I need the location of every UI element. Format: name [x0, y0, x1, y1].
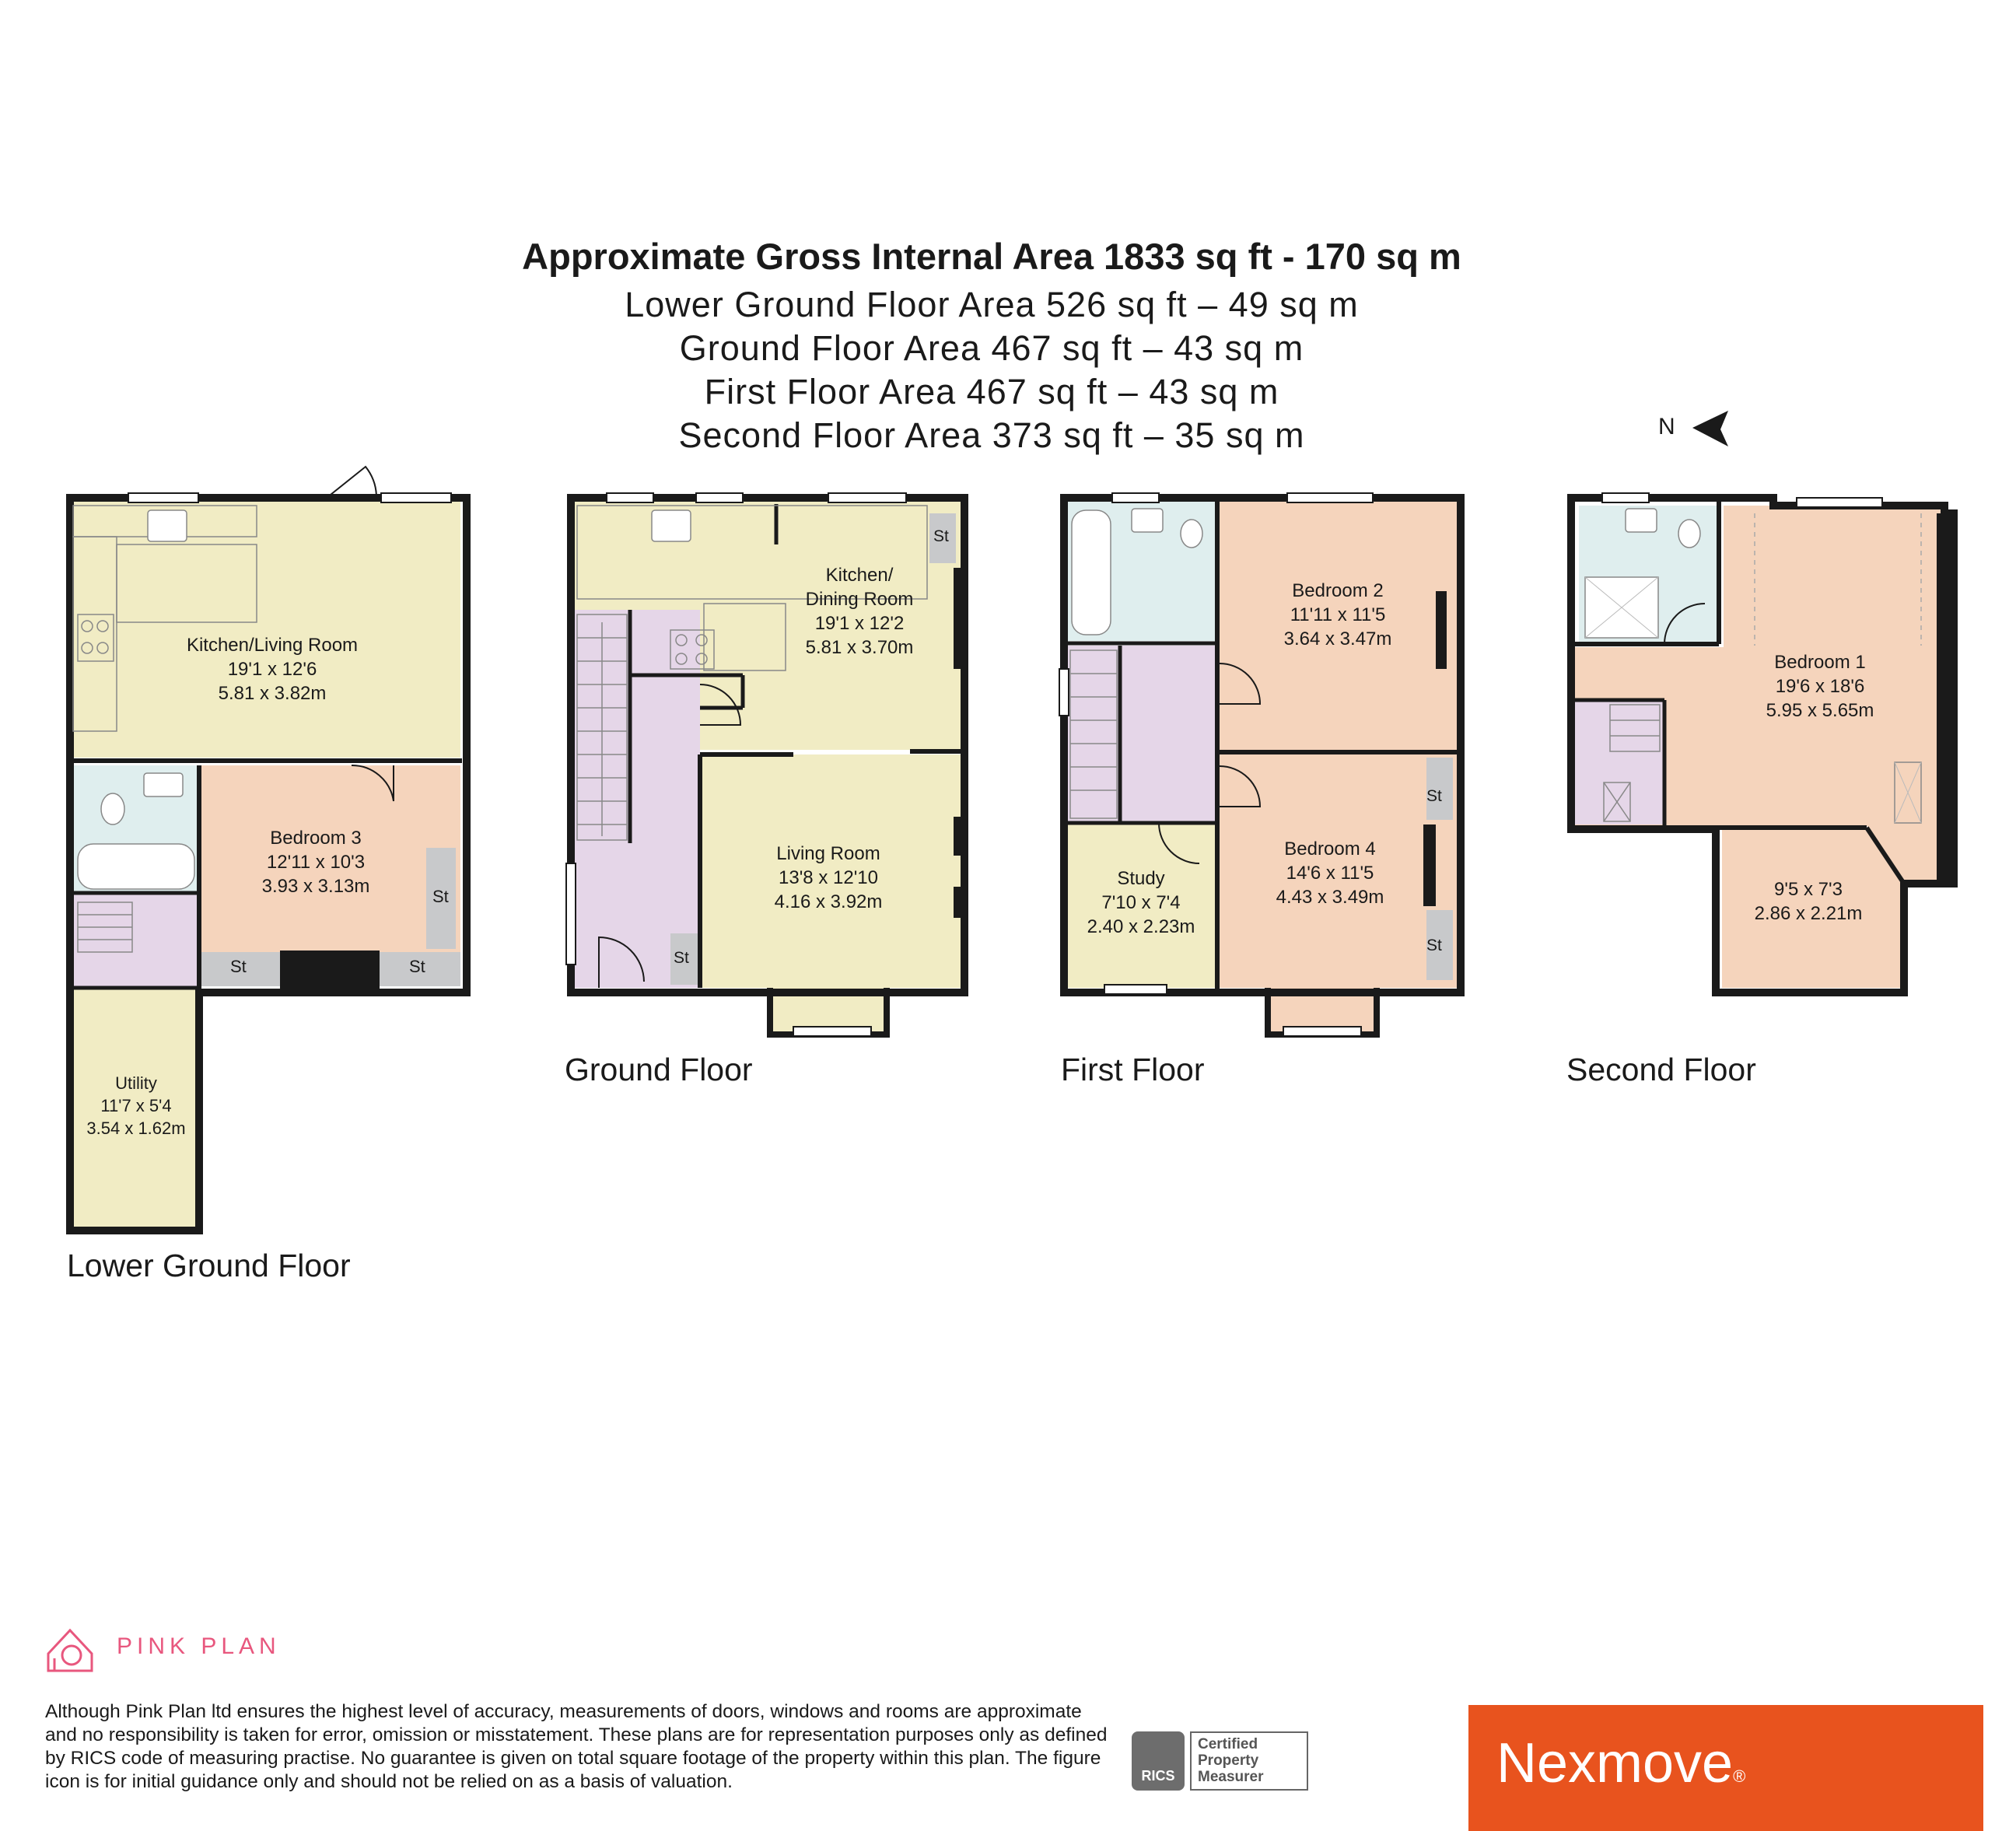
- room-label-kitchen-dining: Kitchen/ Dining Room 19'1 x 12'2 5.81 x 3.70m: [805, 565, 914, 658]
- chimney-breast: [954, 568, 964, 669]
- storage-label: St: [230, 957, 247, 976]
- floor-area-line: Second Floor Area 373 sq ft – 35 sq m: [678, 415, 1305, 455]
- lower-hall: [73, 894, 199, 988]
- bath-icon: [1072, 510, 1111, 635]
- window: [128, 493, 198, 502]
- window: [1059, 669, 1069, 716]
- floor-label-second: Second Floor: [1566, 1052, 1756, 1087]
- floor-label-first: First Floor: [1061, 1052, 1205, 1087]
- page-title: Approximate Gross Internal Area 1833 sq ft - 170 sq m: [522, 236, 1461, 277]
- window: [1283, 1027, 1361, 1036]
- pink-plan-brand: PINK PLAN: [117, 1633, 281, 1659]
- storage-label: St: [933, 527, 949, 545]
- ground-hall: [574, 610, 700, 988]
- floor-area-line: Lower Ground Floor Area 526 sq ft – 49 sq m: [625, 285, 1359, 324]
- storage-label: St: [432, 887, 449, 906]
- chimney-breast: [954, 817, 964, 856]
- room-label-living-room: Living Room 13'8 x 12'10 4.16 x 3.92m: [774, 843, 883, 912]
- nexmove-wordmark: Nexmove®: [1496, 1732, 1746, 1794]
- toilet-icon: [1678, 520, 1700, 548]
- window: [1112, 493, 1159, 502]
- room-label-bedroom-4: Bedroom 4 14'6 x 11'5 4.43 x 3.49m: [1276, 838, 1384, 908]
- disclaimer-text: Although Pink Plan ltd ensures the highest level of accuracy, measurements of doors, windows and rooms are approximate and no responsibility is taken for error, omission or misstatement. These plans are for representation purposes only as defined by RICS code of measuring practise. No guarantee is given on total square footage of the property within this plan. The figure icon is for initial guidance only and should not be relied on as a basis of valuation.: [45, 1701, 1108, 1792]
- window: [828, 493, 906, 502]
- chimney-breast: [280, 951, 380, 991]
- storage-label: St: [674, 949, 689, 967]
- window: [1797, 498, 1882, 507]
- chimney-breast: [954, 887, 964, 918]
- room-label-bedroom-2: Bedroom 2 11'11 x 11'5 3.64 x 3.47m: [1283, 580, 1392, 649]
- room-label-utility: Utility 11'7 x 5'4 3.54 x 1.62m: [86, 1073, 186, 1138]
- first-landing: [1067, 646, 1215, 821]
- chimney-breast: [1423, 824, 1436, 906]
- second-landing: [1571, 700, 1664, 824]
- window: [566, 863, 576, 965]
- floor-area-line: Ground Floor Area 467 sq ft – 43 sq m: [679, 328, 1304, 368]
- chimney-breast: [1436, 591, 1447, 669]
- window: [793, 1027, 871, 1036]
- compass-label: N: [1658, 414, 1675, 439]
- basin-icon: [1132, 509, 1163, 532]
- room-label-kitchen-living: Kitchen/Living Room 19'1 x 12'6 5.81 x 3.82m: [186, 635, 359, 704]
- room-label-bedroom-3: Bedroom 3 12'11 x 10'3 3.93 x 3.13m: [261, 828, 370, 897]
- basin-icon: [144, 773, 183, 796]
- room-label-small-room: 9'5 x 7'3 2.86 x 2.21m: [1754, 879, 1863, 924]
- toilet-icon: [1181, 520, 1202, 548]
- rics-certified-badge: Certified Property Measurer: [1190, 1731, 1308, 1791]
- room-label-bedroom-1: Bedroom 1 19'6 x 18'6 5.95 x 5.65m: [1766, 652, 1874, 721]
- storage-label: St: [1426, 937, 1442, 954]
- basin-icon: [1626, 509, 1657, 532]
- nexmove-logo: [1468, 1705, 1983, 1831]
- floor-area-line: First Floor Area 467 sq ft – 43 sq m: [704, 372, 1279, 411]
- pink-plan-logo-icon: [48, 1630, 92, 1671]
- window: [607, 493, 653, 502]
- first-floor-plan: [1059, 493, 1461, 1036]
- storage-label: St: [1426, 787, 1442, 805]
- room-label-study: Study 7'10 x 7'4 2.40 x 2.23m: [1087, 868, 1195, 937]
- toilet-icon: [101, 793, 124, 824]
- window: [381, 493, 451, 502]
- sink-icon: [148, 510, 187, 541]
- window: [1104, 985, 1167, 994]
- floor-label-lower-ground: Lower Ground Floor: [67, 1248, 351, 1283]
- window: [1287, 493, 1373, 502]
- floor-label-ground: Ground Floor: [565, 1052, 753, 1087]
- rics-logo: RICS: [1132, 1731, 1185, 1791]
- storage-label: St: [409, 957, 425, 976]
- kitchen-living-room: [73, 501, 460, 758]
- chimney-breast: [1937, 513, 1951, 884]
- window: [1602, 493, 1649, 502]
- bath-icon: [78, 844, 194, 889]
- door-swing: [327, 467, 376, 498]
- window: [696, 493, 743, 502]
- sink-icon: [652, 510, 691, 541]
